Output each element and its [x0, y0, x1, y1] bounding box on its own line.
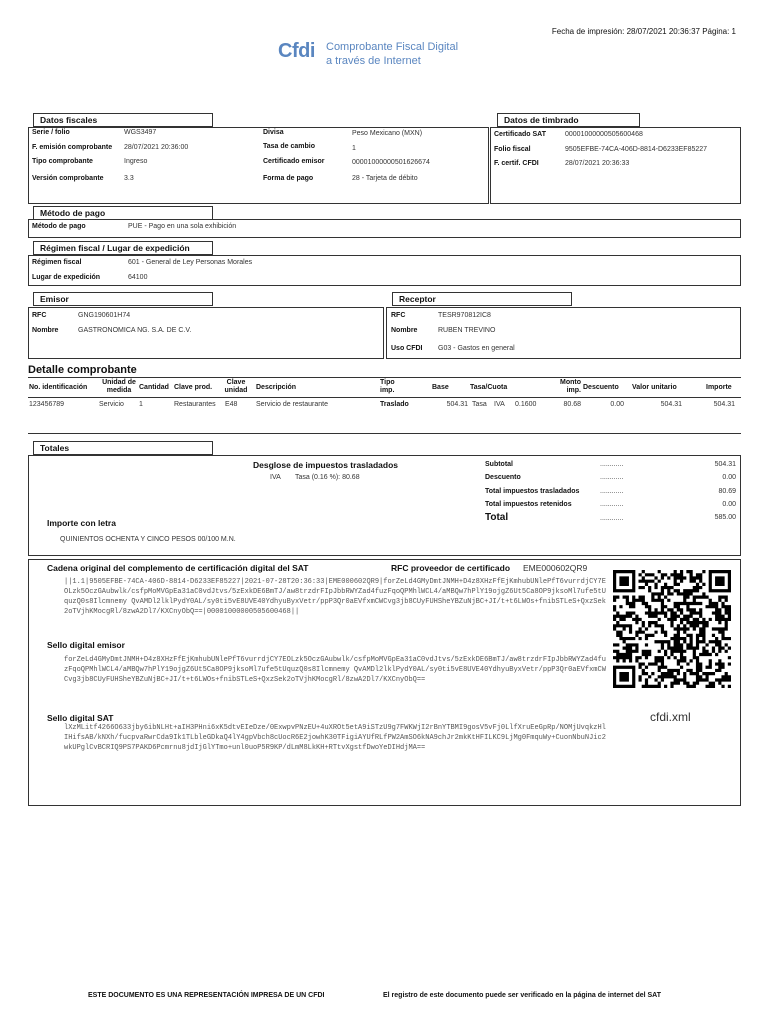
certificado-emisor-value: 00001000000501626674	[352, 159, 430, 166]
retenidos-label: Total impuestos retenidos	[485, 501, 572, 508]
forma-pago-label: Forma de pago	[263, 175, 314, 182]
col-clave-unidad: Clave unidad	[224, 379, 248, 394]
folio-fiscal-value: 9505EFBE-74CA-406D-8814-D6233EF85227	[565, 146, 708, 153]
row-clave-prod: Restaurantes	[174, 401, 216, 408]
metodo-pago-value: PUE - Pago en una sola exhibición	[128, 223, 237, 230]
desglose-iva: IVA	[270, 474, 281, 481]
col-cantidad: Cantidad	[139, 384, 169, 391]
col-descripcion: Descripción	[256, 384, 297, 391]
logo-text: Cfdi	[278, 40, 315, 62]
folio-fiscal-label: Folio fiscal	[494, 146, 531, 153]
receptor-nombre-value: RUBEN TREVINO	[438, 327, 496, 334]
serie-value: WGS3497	[124, 129, 157, 136]
row-cantidad: 1	[139, 401, 143, 408]
trasladados-label: Total impuestos trasladados	[485, 488, 580, 495]
row-descripcion: Servicio de restaurante	[256, 401, 328, 408]
row-clave-unidad: E48	[225, 401, 238, 408]
col-tasa-cuota: Tasa/Cuota	[470, 384, 508, 391]
receptor-rfc-label: RFC	[391, 312, 406, 319]
fecha-certificacion-value: 28/07/2021 20:36:33	[565, 160, 630, 167]
fecha-certificacion-label: F. certif. CFDI	[494, 160, 539, 167]
row-imp: IVA	[494, 401, 505, 408]
desglose-title: Desglose de impuestos trasladados	[253, 460, 399, 470]
version-label: Versión comprobante	[32, 175, 104, 182]
forma-pago-value: 28 - Tarjeta de débito	[352, 175, 418, 182]
row-tipo: Traslado	[380, 401, 409, 408]
importe-letra-value: QUINIENTOS OCHENTA Y CINCO PESOS 00/100 M.N.	[60, 536, 236, 543]
fecha-emision-value: 28/07/2021 20:36:00	[124, 144, 189, 151]
subtotal-value: 504.31	[714, 461, 736, 468]
datos-timbrado-header: Datos de timbrado	[497, 113, 640, 127]
row-monto: 80.68	[563, 401, 581, 408]
footer-left: ESTE DOCUMENTO ES UNA REPRESENTACIÓN IMPRESA DE UN CFDI	[88, 992, 325, 999]
divisa-value: Peso Mexicano (MXN)	[352, 130, 423, 137]
emisor-rfc-value: GNG190601H74	[78, 312, 131, 319]
importe-letra-label: Importe con letra	[47, 518, 116, 528]
print-info: Fecha de impresión: 28/07/2021 20:36:37 Página: 1	[551, 27, 736, 36]
lugar-expedicion-label: Lugar de expedición	[32, 274, 101, 281]
sello-sat-value: lXzMLitf4266O633jby6ibNLHt+aIH3PHni6xK5dtvEIeDze/0ExwpvPNzEU+4uXROt5etA9iSTzU9g7FWKWjI2rBnYTBMI9gosV5vFj0LlfXruEeGpRp/NOMjUvqkzHlIHifsAB/kNXh/fucpvaRwrCda9Ik1TLbleGDkaQ4lY4gpVbch8cUocR6E2jowhK30TFigiAYUfRLfPW2AmSO6kNA9chJr2mkKtHFILKC9LjMg0FmquWy+CuonNbuNJic2wkUPglCvBCRIQ9PS7PAKD6Pcmrnu8jdIjGlYTmo+unl0uoP5R9KP/dLmM8LkKH+RTtvXgstfDwoYeDIHdjMA==	[64, 724, 606, 752]
metodo-pago-label: Método de pago	[32, 223, 86, 230]
lugar-expedicion-value: 64100	[128, 274, 148, 281]
col-base: Base	[432, 384, 449, 391]
totales-header: Totales	[33, 441, 213, 455]
row-unidad: Servicio	[99, 401, 124, 408]
col-unidad-medida: Unidad de medida	[102, 379, 136, 394]
certificado-sat-value: 00001000000505600468	[565, 131, 643, 138]
version-value: 3.3	[124, 175, 134, 182]
serie-label: Serie / folio	[32, 129, 70, 136]
emisor-nombre-value: GASTRONOMICA NG. S.A. DE C.V.	[78, 327, 192, 334]
subtotal-dots: ............	[600, 461, 624, 468]
detalle-top-rule	[28, 377, 741, 378]
receptor-header: Receptor	[392, 292, 572, 306]
row-id: 123456789	[29, 401, 65, 408]
qr-code	[613, 570, 731, 688]
row-tasa: Tasa	[472, 401, 487, 408]
detalle-bottom-rule	[28, 433, 741, 434]
certificado-emisor-label: Certificado emisor	[263, 158, 325, 165]
total-dots: ............	[600, 515, 624, 522]
descuento-value: 0.00	[722, 474, 736, 481]
retenidos-dots: ............	[600, 501, 624, 508]
tasa-cambio-value: 1	[352, 145, 356, 152]
tipo-comprobante-value: Ingreso	[124, 158, 148, 165]
row-cuota: 0.1600	[515, 401, 537, 408]
emisor-nombre-label: Nombre	[32, 327, 59, 334]
descuento-dots: ............	[600, 474, 624, 481]
rfc-proveedor-label: RFC proveedor de certificado	[391, 563, 511, 573]
col-valor-unitario: Valor unitario	[632, 384, 677, 391]
cadena-label: Cadena original del complemento de certificación digital del SAT	[47, 563, 309, 573]
metodo-pago-header: Método de pago	[33, 206, 213, 220]
divisa-label: Divisa	[263, 129, 284, 136]
logo-subtitle-2: a través de Internet	[326, 55, 421, 67]
total-label: Total	[485, 512, 509, 523]
datos-fiscales-header: Datos fiscales	[33, 113, 213, 127]
col-importe: Importe	[706, 384, 732, 391]
receptor-rfc-value: TESR970812IC8	[438, 312, 491, 319]
col-descuento: Descuento	[583, 384, 619, 391]
regimen-header: Régimen fiscal / Lugar de expedición	[33, 241, 213, 255]
col-clave-prod: Clave prod.	[174, 384, 213, 391]
receptor-nombre-label: Nombre	[391, 327, 418, 334]
col-tipo-imp: Tipo imp.	[380, 379, 395, 394]
logo-subtitle-1: Comprobante Fiscal Digital	[326, 41, 459, 53]
row-descuento: 0.00	[610, 401, 624, 408]
subtotal-label: Subtotal	[485, 461, 513, 468]
row-importe: 504.31	[713, 401, 735, 408]
tasa-cambio-label: Tasa de cambio	[263, 143, 316, 150]
total-value: 585.00	[714, 514, 736, 521]
certificado-sat-label: Certificado SAT	[494, 131, 546, 138]
sello-emisor-value: forZeLd4GMyDmtJNMH+D4z8XHzFfEjKmhubUNlePfT6vurrdjCY7EOLzk5OczGAubwlk/csfpMoMVGpEa31aC0vdJtvs/5zExkDE6BmTJ/aw8trzdrFIpJbbRWYZad4fuzFqoQPMhlWCL4/aMBQw7hPlY19ojgZ6Ut5Ca8OP9jksoMl7ufe5tUquzQ0s8Ilcmnemy QvAMDl2lklPydY0AL/sy0ti5vE8UVE40YdhyuByxVetr/ppP3Qr0aEVfxmCWCvg3jb8CUyFUHSheYBZuNjBC+JI/t+t6LWOs+fnibSTLeS+QxzSek2oTVjhKMocgRl/8zwA2Dl7/KXCnyObQ==	[64, 656, 606, 684]
regimen-fiscal-label: Régimen fiscal	[32, 259, 82, 266]
cadena-value: ||1.1|9505EFBE-74CA-406D-8814-D6233EF85227|2021-07-28T20:36:33|EME000602QR9|forZeLd4GMyDmtJNMH+D4z8XHzFfEjKmhubUNlePfT6vurrdjCY7EOLzk5OczGAubwlk/csfpMoMVGpEa31aC0vdJtvs/5zExkDE6BmTJ/aw8trzdrFIpJbbRWYZad4fuzFqoQPMhlWCL4/aMBQw7hPlY19ojgZ6Ut5Ca8OP9jksoMl7ufe5tUquzQ0s8Ilcmnemy QvAMDl2lklPydY0AL/sy0ti5vE8UVE40YdhyuByxVetr/ppP3Qr0aEVfxmCWCvg3jb8CUyFUHSheYBZuNjBC+JI/t+t6LWOs+fnibSTLeS+QxzSek2oTVjhKMocgRl/8zwA2Dl7/KXCnyObQ==|00001000000505600468||	[64, 578, 606, 616]
detalle-header-rule	[28, 397, 741, 398]
row-valor: 504.31	[660, 401, 682, 408]
uso-cfdi-label: Uso CFDI	[391, 345, 423, 352]
rfc-proveedor-value: EME000602QR9	[523, 563, 588, 573]
sello-sat-label: Sello digital SAT	[47, 713, 114, 723]
regimen-fiscal-value: 601 - General de Ley Personas Morales	[128, 259, 253, 266]
emisor-header: Emisor	[33, 292, 213, 306]
emisor-rfc-label: RFC	[32, 312, 47, 319]
trasladados-value: 80.69	[718, 488, 736, 495]
tipo-comprobante-label: Tipo comprobante	[32, 158, 93, 165]
sello-emisor-label: Sello digital emisor	[47, 640, 125, 650]
col-monto-imp: Monto imp.	[560, 379, 581, 394]
retenidos-value: 0.00	[722, 501, 736, 508]
detalle-title: Detalle comprobante	[28, 364, 137, 376]
fecha-emision-label: F. emisión comprobante	[32, 144, 113, 151]
desglose-tasa: Tasa (0.16 %): 80.68	[295, 474, 360, 481]
cfdi-xml-link[interactable]: cfdi.xml	[650, 710, 691, 724]
uso-cfdi-value: G03 - Gastos en general	[438, 345, 515, 352]
descuento-label: Descuento	[485, 474, 521, 481]
trasladados-dots: ............	[600, 488, 624, 495]
row-base: 504.31	[446, 401, 468, 408]
footer-right: El registro de este documento puede ser verificado en la página de internet del SAT	[383, 992, 661, 999]
col-no-identificacion: No. identificación	[29, 384, 88, 391]
